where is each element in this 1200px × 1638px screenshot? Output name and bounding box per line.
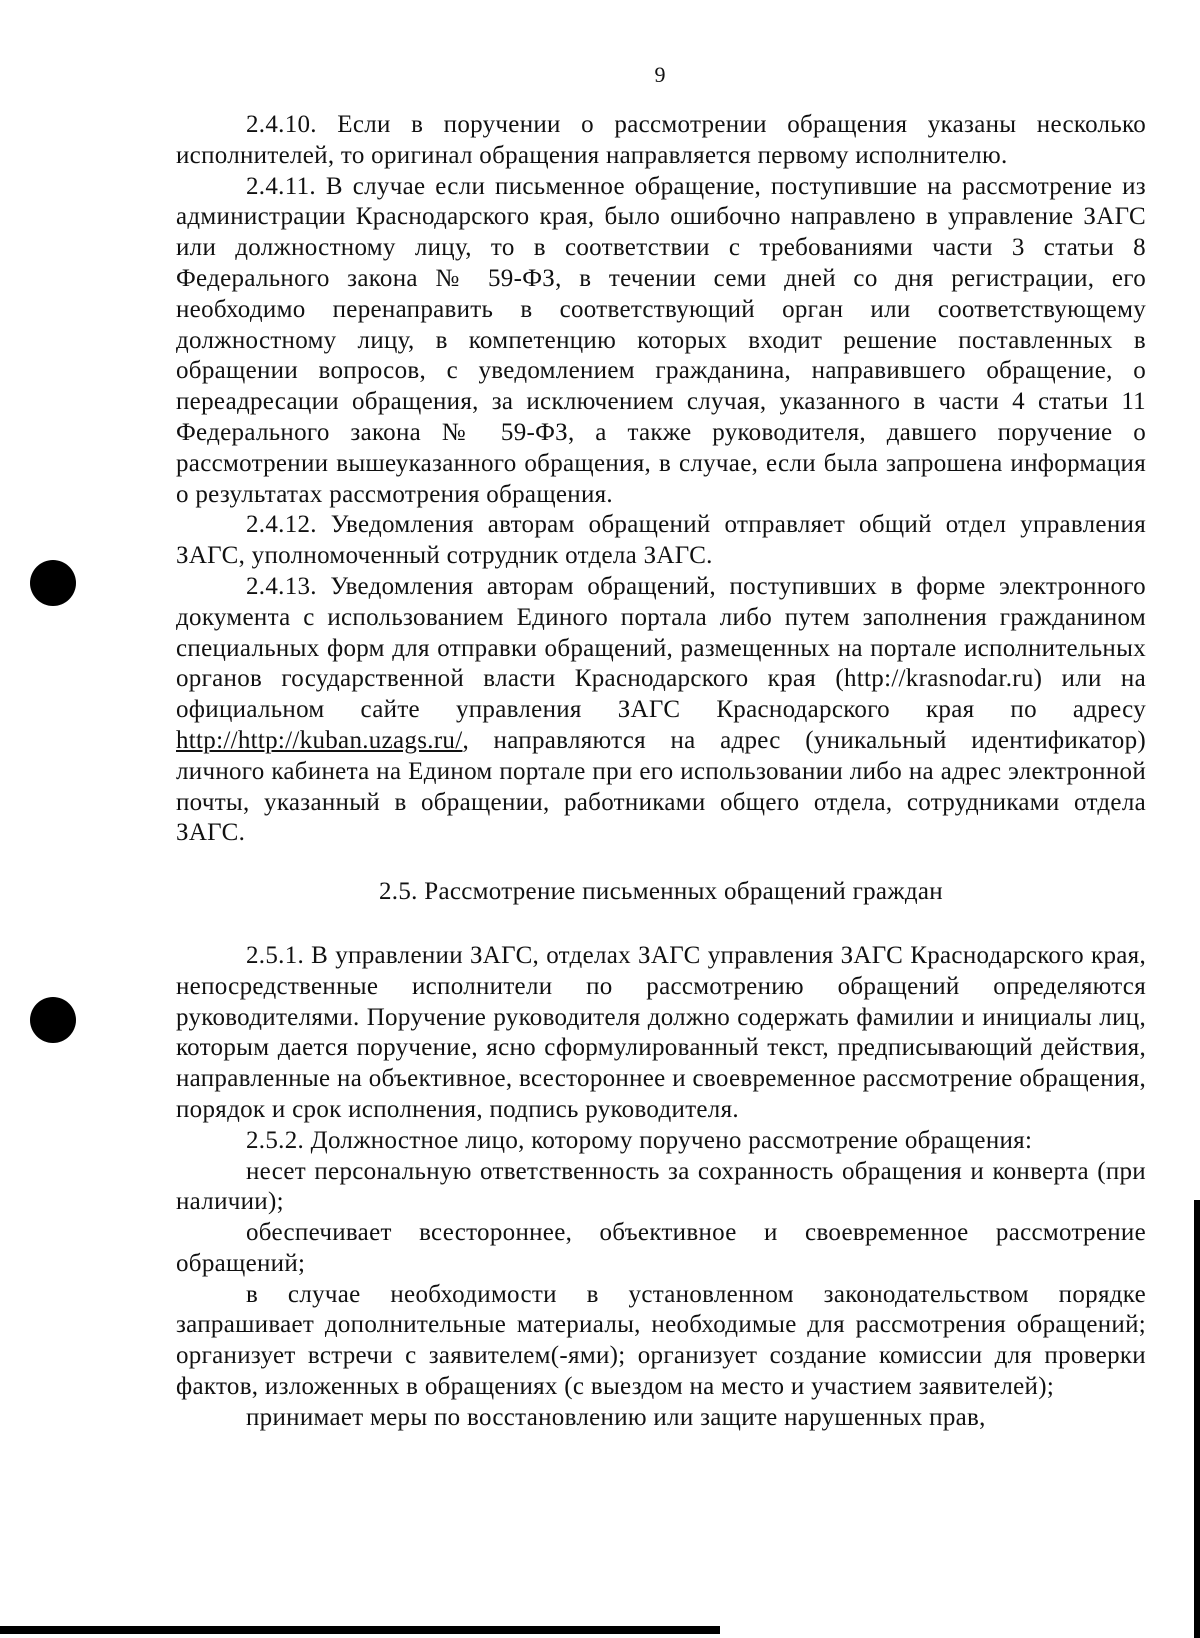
- duty-item-1: несет персональную ответственность за сохранность обращения и конверта (при наличии);: [176, 1157, 1146, 1216]
- document-body: [176, 110, 1146, 1434]
- uzags-website-link[interactable]: http://http://kuban.uzags.ru/: [176, 726, 463, 754]
- scan-edge-bottom: [0, 1626, 720, 1634]
- scan-edge-right: [1194, 1200, 1200, 1638]
- punch-hole-mark: [30, 997, 76, 1043]
- paragraph-2-5-2: 2.5.2. Должностное лицо, которому поручено рассмотрение обращения:: [246, 1126, 1033, 1154]
- punch-hole-mark: [30, 560, 76, 606]
- paragraph-2-4-13: [176, 572, 1146, 849]
- section-heading-2-5: 2.5. Рассмотрение письменных обращений граждан: [378, 878, 943, 906]
- page-number: 9: [654, 62, 666, 87]
- paragraph-2-4-10: 2.4.10. Если в поручении о рассмотрении обращения указаны несколько исполнителей, то оригинал обращения направляется первому исполнителю.: [176, 111, 1146, 169]
- paragraph-2-4-13-text-start: 2.4.13. Уведомления авторам обращений, поступивших в форме электронного документа с использованием Единого портала либо путем заполнения гражданином специальных форм для отправки обращений, размещенных на портале исполнительных органов государственной власти Краснодарского края (http://krasnodar.ru) или на официальном сайте управления ЗАГС Краснодарского края по адресу: [176, 572, 1146, 724]
- duty-item-3: в случае необходимости в установленном законодательством порядке запрашивает дополнительные материалы, необходимые для рассмотрения обращений; организует встречи с заявителем(-ями); организует создание комиссии для проверки фактов, изложенных в обращениях (с выездом на место и участием заявителей);: [176, 1280, 1146, 1401]
- duty-item-2: обеспечивает всестороннее, объективное и своевременное рассмотрение обращений;: [176, 1219, 1146, 1277]
- paragraph-2-5-1: 2.5.1. В управлении ЗАГС, отделах ЗАГС управления ЗАГС Краснодарского края, непосредственные исполнители по рассмотрению обращений определяются руководителями. Поручение руководителя должно содержать фамилии и инициалы лиц, которым дается поручение, ясно сформулированный текст, предписывающий действия, направленные на объективное, всестороннее и своевременное рассмотрение обращения, порядок и срок исполнения, подпись руководителя.: [176, 941, 1146, 1123]
- paragraph-2-4-13-text-end: , направляются на адрес (уникальный идентификатор) личного кабинета на Едином портале при его использовании либо на адрес электронной почты, указанный в обращении, работниками общего отдела, сотрудниками отдела ЗАГС.: [176, 726, 1146, 847]
- paragraph-2-4-12: 2.4.12. Уведомления авторам обращений отправляет общий отдел управления ЗАГС, уполномоченный сотрудник отдела ЗАГС.: [176, 511, 1146, 570]
- paragraph-2-4-11: 2.4.11. В случае если письменное обращение, поступившие на рассмотрение из администрации Краснодарского края, было ошибочно направлено в управление ЗАГС или должностному лицу, то в соответствии с требованиями части 3 статьи 8 Федерального закона № 59-ФЗ, в течении семи дней со дня регистрации, его необходимо перенаправить в соответствующий орган или соответствующему должностному лицу, в компетенцию которых входит решение поставленных в обращении вопросов, с уведомлением гражданина, направившего обращение, о переадресации обращения, за исключением случая, указанного в части 4 статьи 11 Федерального закона № 59-ФЗ, а также руководителя, давшего поручение о рассмотрении вышеуказанного обращения, в случае, если была запрошена информация о результатах рассмотрения обращения.: [176, 172, 1146, 508]
- duty-item-4: принимает меры по восстановлению или защите нарушенных прав,: [246, 1403, 986, 1431]
